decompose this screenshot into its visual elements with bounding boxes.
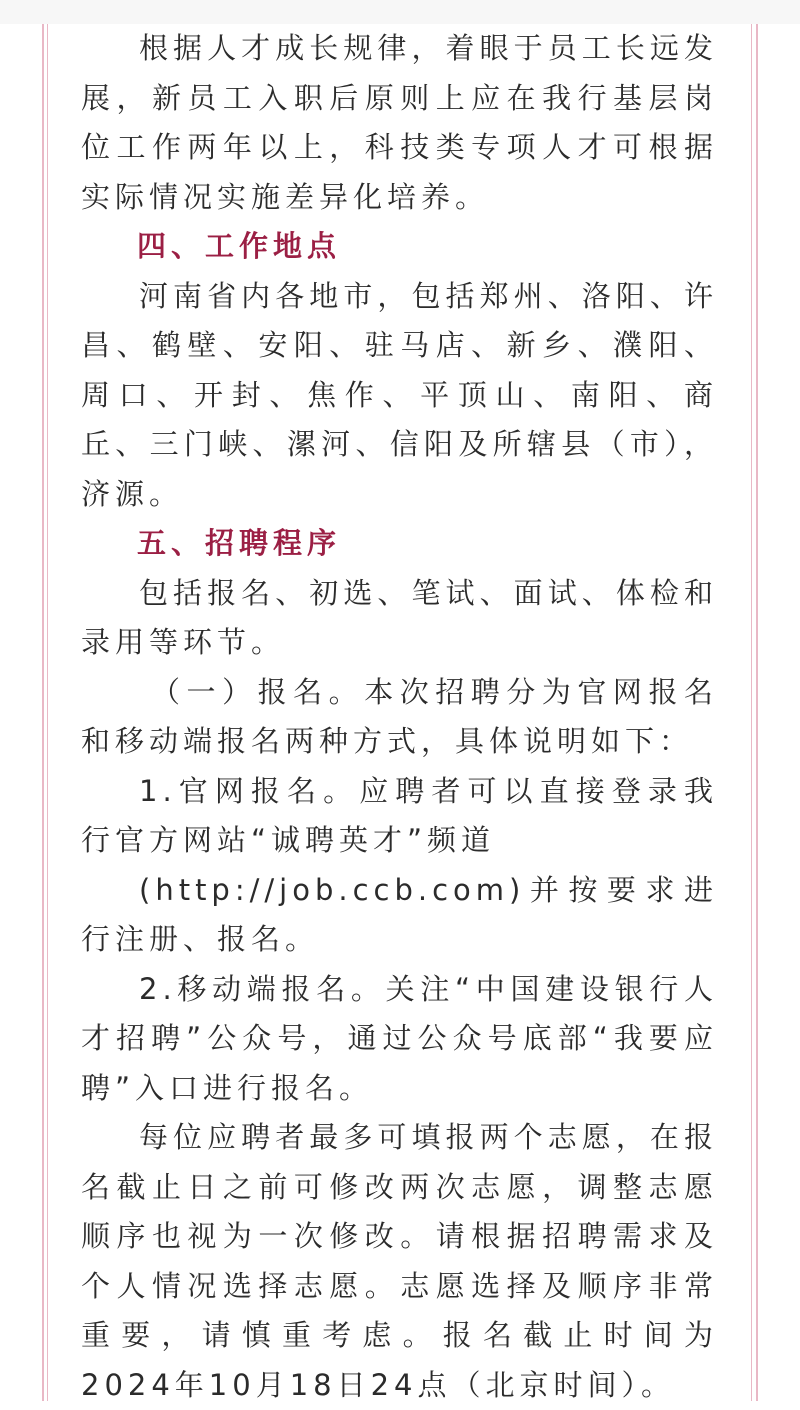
paragraph-application-choices: 每位应聘者最多可填报两个志愿，在报名截止日之前可修改两次志愿，调整志愿顺序也视为一次修改。请根据招聘需求及个人情况选择志愿。志愿选择及顺序非常重要，请慎重考虑。报名截止时间为2024年10月18日24点（北京时间）。 [81,1120,718,1402]
right-border-outer [756,24,758,1401]
left-border-outer [42,24,44,1401]
article-body [81,24,718,1410]
paragraph-registration-url: (http://job.ccb.com)并按要求进行注册、报名。 [81,872,718,956]
section-heading-recruitment-procedure: 五、招聘程序 [137,526,342,560]
left-border-inner [47,24,48,1401]
paragraph-work-location: 河南省内各地市，包括郑州、洛阳、许昌、鹤壁、安阳、驻马店、新乡、濮阳、周口、开封、焦作、平顶山、南阳、商丘、三门峡、漯河、信阳及所辖县（市），济源。 [81,278,718,511]
top-strip [0,0,800,24]
paragraph-official-site-registration: 1.官网报名。应聘者可以直接登录我行官方网站“诚聘英才”频道 [81,773,718,857]
right-border-inner [751,24,752,1401]
paragraph-procedure-steps: 包括报名、初选、笔试、面试、体检和录用等环节。 [81,575,718,659]
paragraph-training: 根据人才成长规律，着眼于员工长远发展，新员工入职后原则上应在我行基层岗位工作两年以上，科技类专项人才可根据实际情况实施差异化培养。 [81,31,718,214]
paragraph-mobile-registration: 2.移动端报名。关注“中国建设银行人才招聘”公众号，通过公众号底部“我要应聘”入口进行报名。 [81,971,718,1105]
section-heading-work-location: 四、工作地点 [137,229,342,263]
paragraph-registration-intro: （一）报名。本次招聘分为官网报名和移动端报名两种方式，具体说明如下： [81,674,718,758]
